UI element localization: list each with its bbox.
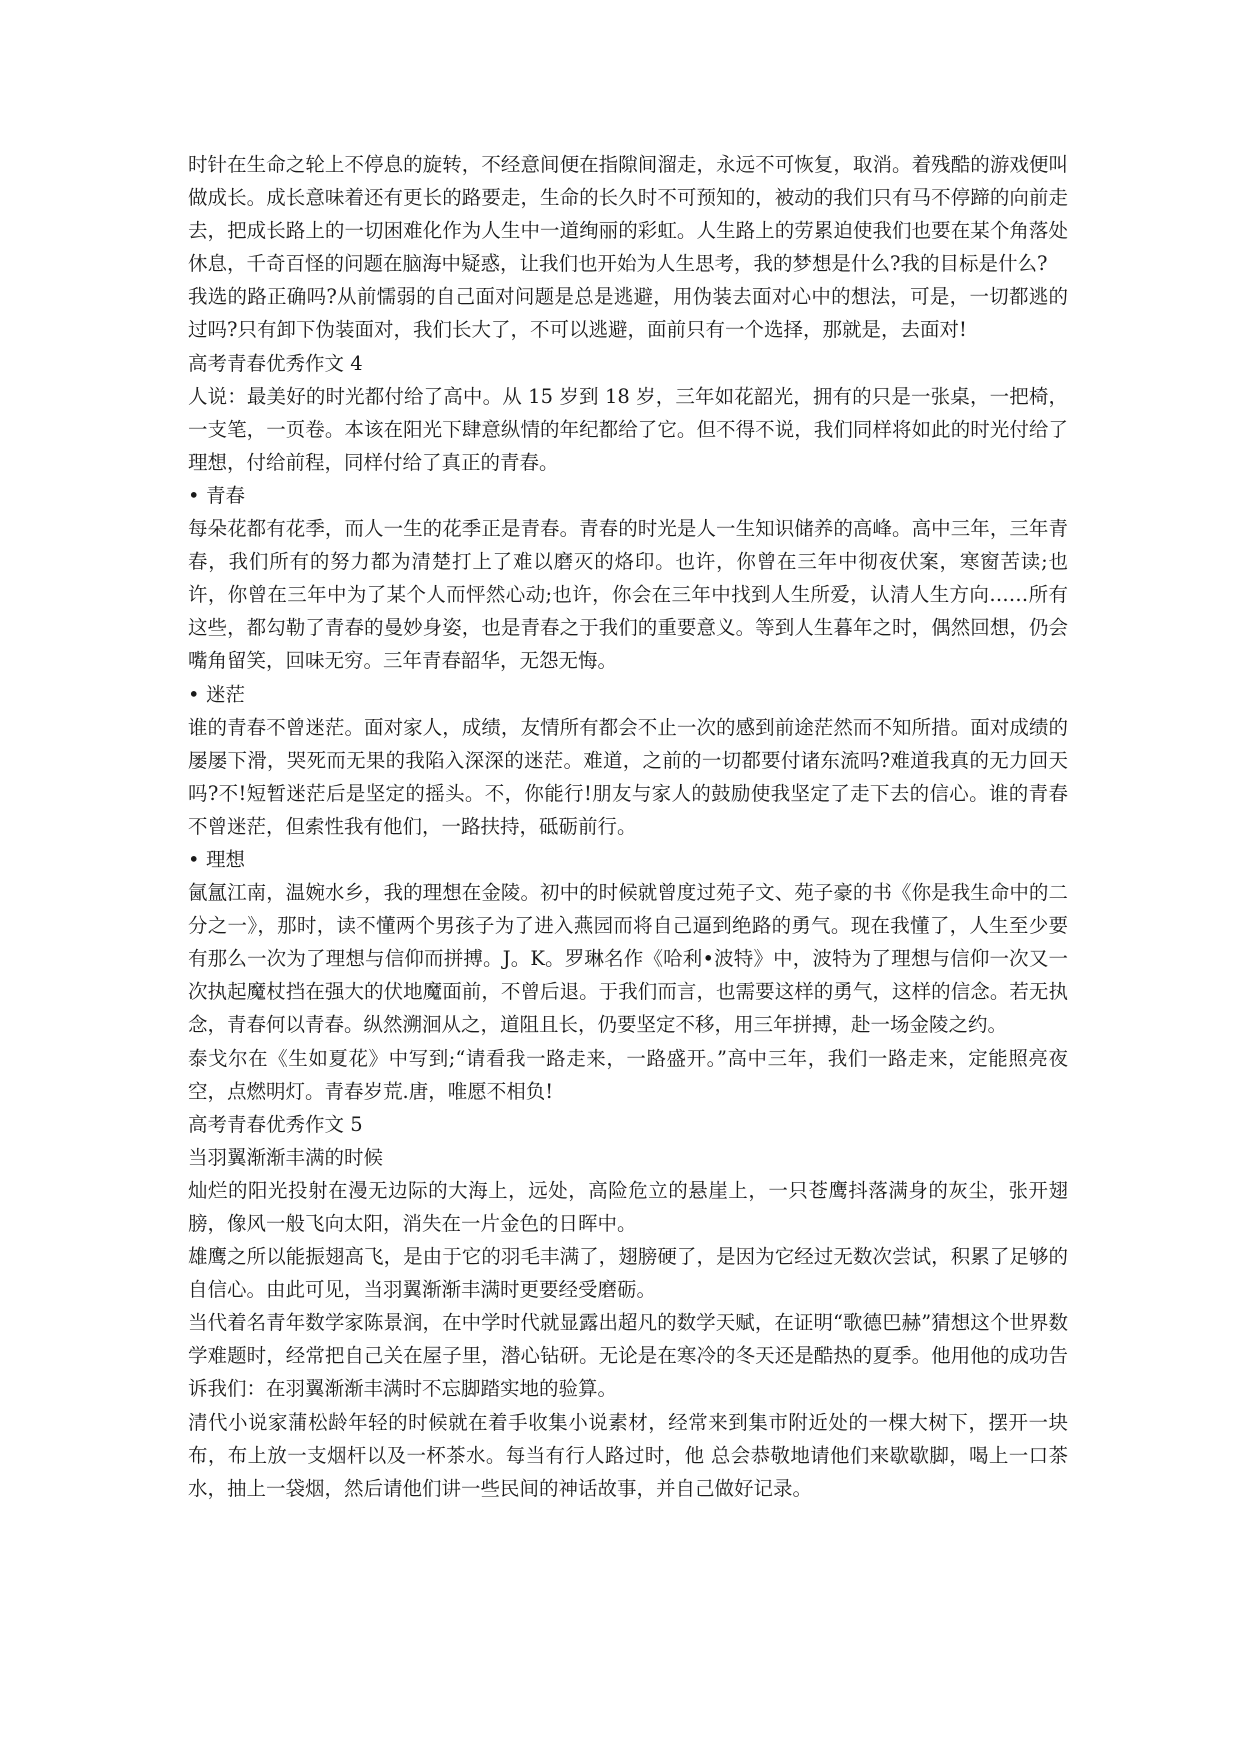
paragraph: 清代小说家蒲松龄年轻的时候就在着手收集小说素材，经常来到集市附近处的一棵大树下，摆开一块布，布上放一支烟杆以及一杯茶水。每当有行人路过时，他 总会恭敬地请他们来歇歇脚，喝上一口茶水，抽上一袋烟，然后请他们讲一些民间的神话故事，并自己做好记录。 — [188, 1410, 1068, 1500]
bullet-icon: • — [188, 483, 200, 507]
bullet-heading — [188, 479, 1068, 512]
bullet-heading — [188, 678, 1068, 711]
bullet-heading-label: 青春 — [206, 483, 246, 507]
paragraph: 每朵花都有花季，而人一生的花季正是青春。青春的时光是人一生知识储养的高峰。高中三年，三年青春，我们所有的努力都为清楚打上了难以磨灭的烙印。也许，你曾在三年中彻夜伏案，寒窗苦读;也许，你曾在三年中为了某个人而怦然心动;也许，你会在三年中找到人生所爱，认清人生方向……所有这些，都勾勒了青春的曼妙身姿，也是青春之于我们的重要意义。等到人生暮年之时，偶然回想，仍会嘴角留笑，回味无穷。三年青春韶华，无怨无悔。 — [188, 517, 1068, 673]
paragraph: 灿烂的阳光投射在漫无边际的大海上，远处，高险危立的悬崖上，一只苍鹰抖落满身的灰尘，张开翅膀，像风一般飞向太阳，消失在一片金色的日晖中。 — [188, 1178, 1068, 1235]
essay-title: 高考青春优秀作文 5 — [188, 1112, 363, 1136]
document-page — [188, 148, 1068, 1505]
paragraph: 泰戈尔在《生如夏花》中写到;“请看我一路走来，一路盛开。”高中三年，我们一路走来，定能照亮夜空，点燃明灯。青春岁荒.唐，唯愿不相负! — [188, 1046, 1068, 1103]
essay-title: 高考青春优秀作文 4 — [188, 351, 363, 375]
paragraph: 时针在生命之轮上不停息的旋转，不经意间便在指隙间溜走，永远不可恢复，取消。着残酷的游戏便叫做成长。成长意味着还有更长的路要走，生命的长久时不可预知的，被动的我们只有马不停蹄的向前走去，把成长路上的一切困难化作为人生中一道绚丽的彩虹。人生路上的劳累迫使我们也要在某个角落处休息，千奇百怪的问题在脑海中疑惑，让我们也开始为人生思考，我的梦想是什么?我的目标是什么? — [188, 153, 1068, 276]
paragraph: 人说：最美好的时光都付给了高中。从 15 岁到 18 岁，三年如花韶光，拥有的只是一张桌，一把椅，一支笔，一页卷。本该在阳光下肆意纵情的年纪都给了它。但不得不说，我们同样将如此的时光付给了理想，付给前程，同样付给了真正的青春。 — [188, 384, 1068, 474]
paragraph: 我选的路正确吗?从前懦弱的自己面对问题是总是逃避，用伪装去面对心中的想法，可是，一切都逃的过吗?只有卸下伪装面对，我们长大了，不可以逃避，面前只有一个选择，那就是，去面对! — [188, 285, 1068, 342]
paragraph: 谁的青春不曾迷茫。面对家人，成绩，友情所有都会不止一次的感到前途茫然而不知所措。面对成绩的屡屡下滑，哭死而无果的我陷入深深的迷茫。难道，之前的一切都要付诸东流吗?难道我真的无力回天吗?不!短暂迷茫后是坚定的摇头。不，你能行!朋友与家人的鼓励使我坚定了走下去的信心。谁的青春不曾迷茫，但索性我有他们，一路扶持，砥砺前行。 — [188, 715, 1068, 838]
bullet-icon: • — [188, 682, 200, 706]
bullet-icon: • — [188, 847, 200, 871]
bullet-heading-label: 理想 — [206, 847, 246, 871]
essay-subtitle: 当羽翼渐渐丰满的时候 — [188, 1145, 384, 1169]
bullet-heading-label: 迷茫 — [206, 682, 246, 706]
paragraph: 雄鹰之所以能振翅高飞，是由于它的羽毛丰满了，翅膀硬了，是因为它经过无数次尝试，积累了足够的自信心。由此可见，当羽翼渐渐丰满时更要经受磨砺。 — [188, 1245, 1068, 1302]
paragraph: 当代着名青年数学家陈景润，在中学时代就显露出超凡的数学天赋，在证明“歌德巴赫”猜想这个世界数学难题时，经常把自己关在屋子里，潜心钻研。无论是在寒冷的冬天还是酷热的夏季。他用他的成功告诉我们：在羽翼渐渐丰满时不忘脚踏实地的验算。 — [188, 1311, 1068, 1401]
paragraph: 氤氲江南，温婉水乡，我的理想在金陵。初中的时候就曾度过苑子文、苑子豪的书《你是我生命中的二分之一》，那时，读不懂两个男孩子为了进入燕园而将自己逼到绝路的勇气。现在我懂了，人生至少要有那么一次为了理想与信仰而拼搏。J。K。罗琳名作《哈利•波特》中，波特为了理想与信仰一次又一次执起魔杖挡在强大的伏地魔面前，不曾后退。于我们而言，也需要这样的勇气，这样的信念。若无执念，青春何以青春。纵然溯洄从之，道阻且长，仍要坚定不移，用三年拼搏，赴一场金陵之约。 — [188, 881, 1068, 1037]
bullet-heading — [188, 843, 1068, 876]
